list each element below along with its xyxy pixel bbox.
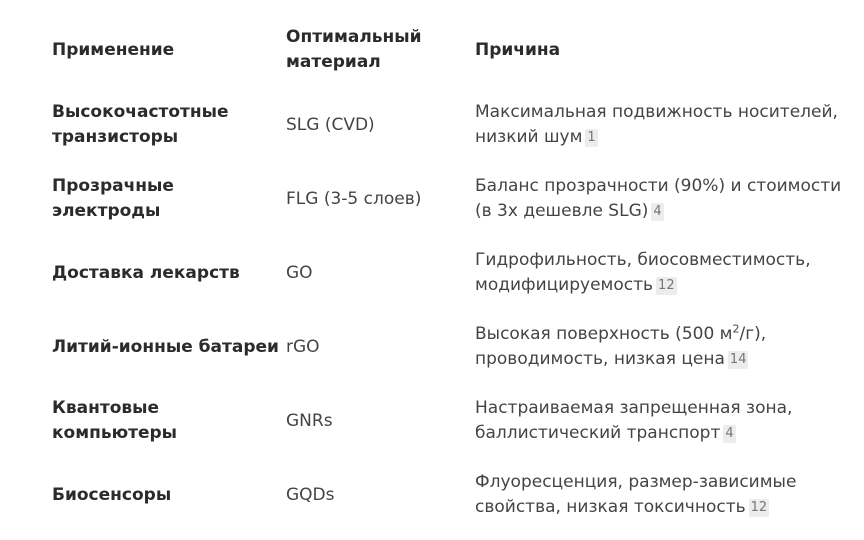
application-cell: Квантовые компьютеры	[52, 398, 178, 443]
reason-text: Максимальная подвижность носителей, низкий шум	[475, 102, 838, 147]
table-row	[52, 384, 842, 458]
application-cell: Литий-ионные батареи	[52, 336, 279, 357]
material-cell: SLG (CVD)	[286, 114, 375, 135]
reason-cell	[475, 470, 842, 520]
application-cell: Высокочастотные транзисторы	[52, 102, 229, 147]
table-header-row	[52, 24, 842, 76]
header-application: Применение	[52, 39, 175, 60]
reason-text: Гидрофильность, биосовместимость, модифицируемость	[475, 250, 811, 295]
citation-link[interactable]: 1	[587, 130, 596, 145]
material-cell: GNRs	[286, 410, 333, 431]
reason-text: Флуоресценция, размер-зависимые свойства, низкая токсичность	[475, 472, 797, 517]
application-cell: Прозрачные электроды	[52, 176, 174, 221]
reason-cell	[475, 248, 842, 298]
citation-link[interactable]: 4	[653, 204, 662, 219]
materials-table	[52, 24, 842, 532]
header-reason: Причина	[475, 39, 561, 60]
material-cell: GQDs	[286, 484, 335, 505]
citation-link[interactable]: 12	[658, 278, 675, 293]
material-cell: GO	[286, 262, 313, 283]
reason-cell	[475, 396, 842, 446]
reason-text: Настраиваемая запрещенная зона, баллистический транспорт	[475, 398, 793, 443]
citation-link[interactable]: 14	[729, 352, 747, 367]
citation-link[interactable]: 12	[750, 500, 768, 515]
table-row	[52, 162, 842, 236]
application-cell: Доставка лекарств	[52, 262, 240, 283]
table-row	[52, 88, 842, 162]
table-row	[52, 458, 842, 532]
table-row	[52, 236, 842, 310]
superscript: 2	[732, 322, 740, 336]
reason-cell	[475, 322, 842, 372]
citation-link[interactable]: 4	[725, 426, 734, 441]
material-cell: rGO	[286, 336, 320, 357]
table-row	[52, 310, 842, 384]
application-cell: Биосенсоры	[52, 484, 172, 505]
reason-cell	[475, 174, 842, 224]
reason-cell	[475, 100, 842, 150]
reason-text: Баланс прозрачности (90%) и стоимости (в 3х дешевле SLG)	[475, 176, 842, 221]
reason-text-end: /г), проводимость, низкая цена	[475, 324, 767, 369]
reason-text-start: Высокая поверхность (500 м	[475, 324, 733, 344]
header-material: Оптимальный материал	[286, 27, 422, 72]
material-cell: FLG (3-5 слоев)	[286, 188, 422, 209]
